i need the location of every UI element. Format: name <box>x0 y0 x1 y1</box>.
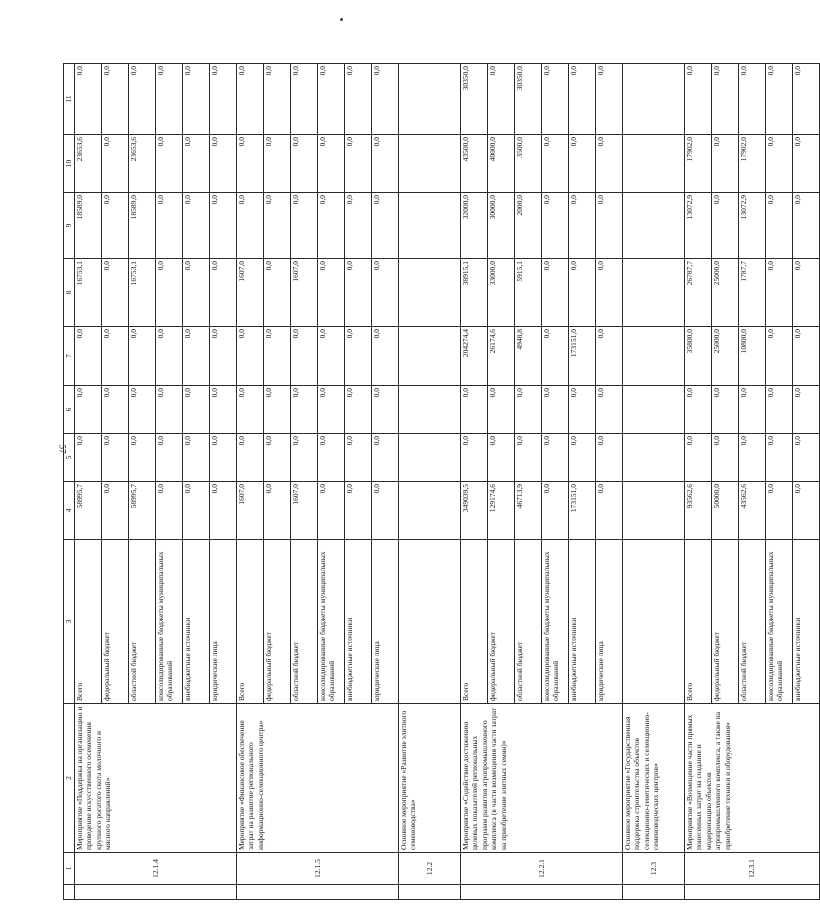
value-cell: 26174,6 <box>488 327 515 386</box>
value-cell: 0,0 <box>793 482 820 540</box>
value-cell: 0,0 <box>264 64 291 135</box>
value-cell: 0,0 <box>291 386 318 434</box>
blank-cell <box>399 885 461 900</box>
empty-cell <box>623 434 685 482</box>
value-cell: 0,0 <box>345 482 372 540</box>
header-cell: 8 <box>64 259 75 327</box>
value-cell: 0,0 <box>345 193 372 259</box>
value-cell: 0,0 <box>129 434 156 482</box>
funding-source: консолидированные бюджеты муниципальных образований <box>766 540 793 704</box>
value-cell: 5915,1 <box>515 259 542 327</box>
value-cell: 173151,0 <box>569 327 596 386</box>
value-cell: 0,0 <box>793 193 820 259</box>
empty-cell <box>623 482 685 540</box>
value-cell: 0,0 <box>685 64 712 135</box>
value-cell: 0,0 <box>237 135 264 193</box>
value-cell: 3500,0 <box>515 135 542 193</box>
value-cell: 0,0 <box>345 327 372 386</box>
value-cell: 0,0 <box>183 482 210 540</box>
value-cell: 0,0 <box>183 135 210 193</box>
page-number: 57 <box>57 444 68 454</box>
value-cell: 0,0 <box>766 135 793 193</box>
value-cell: 129174,6 <box>488 482 515 540</box>
section-code: 12.3 <box>623 853 685 885</box>
value-cell: 43562,6 <box>739 482 766 540</box>
value-cell: 204274,4 <box>461 327 488 386</box>
value-cell: 0,0 <box>372 193 399 259</box>
empty-cell <box>399 482 461 540</box>
empty-cell <box>399 259 461 327</box>
value-cell: 0,0 <box>372 64 399 135</box>
funding-source: консолидированные бюджеты муниципальных образований <box>156 540 183 704</box>
value-cell: 0,0 <box>739 434 766 482</box>
value-cell: 0,0 <box>712 193 739 259</box>
value-cell: 0,0 <box>264 434 291 482</box>
funding-source: консолидированные бюджеты муниципальных образований <box>542 540 569 704</box>
empty-cell <box>399 135 461 193</box>
value-cell: 2000,0 <box>515 193 542 259</box>
value-cell: 46713,9 <box>515 482 542 540</box>
funding-source: федеральный бюджет <box>102 540 129 704</box>
section-code: 12.2.1 <box>461 853 623 885</box>
value-cell: 40000,0 <box>488 135 515 193</box>
value-cell: 0,0 <box>210 193 237 259</box>
section-code: 12.2 <box>399 853 461 885</box>
value-cell: 0,0 <box>372 482 399 540</box>
funding-source: юридические лица <box>372 540 399 704</box>
funding-source: федеральный бюджет <box>712 540 739 704</box>
value-cell: 0,0 <box>793 327 820 386</box>
value-cell: 0,0 <box>237 386 264 434</box>
header-cell: 4 <box>64 482 75 540</box>
value-cell: 0,0 <box>793 259 820 327</box>
value-cell: 58995,7 <box>129 482 156 540</box>
table-row <box>461 64 488 900</box>
header-cell: 11 <box>64 64 75 135</box>
value-cell: 0,0 <box>542 259 569 327</box>
value-cell: 0,0 <box>542 482 569 540</box>
funding-source: Всего <box>685 540 712 704</box>
blank-cell <box>623 885 685 900</box>
value-cell: 0,0 <box>461 434 488 482</box>
value-cell: 0,0 <box>596 386 623 434</box>
header-cell: 10 <box>64 135 75 193</box>
header-cell-blank <box>64 885 75 900</box>
section-title: Основное мероприятие «Развитие элитного семеноводства» <box>399 704 461 853</box>
value-cell: 0,0 <box>156 135 183 193</box>
value-cell: 0,0 <box>183 434 210 482</box>
funding-source: Всего <box>75 540 102 704</box>
value-cell: 4948,8 <box>515 327 542 386</box>
empty-cell <box>623 327 685 386</box>
section-row <box>399 64 461 900</box>
funding-source: областной бюджет <box>515 540 542 704</box>
value-cell: 0,0 <box>345 434 372 482</box>
value-cell: 18589,0 <box>129 193 156 259</box>
value-cell: 0,0 <box>488 434 515 482</box>
value-cell: 0,0 <box>712 434 739 482</box>
value-cell: 0,0 <box>318 135 345 193</box>
value-cell: 0,0 <box>766 327 793 386</box>
value-cell: 1787,7 <box>739 259 766 327</box>
value-cell: 0,0 <box>569 386 596 434</box>
value-cell: 0,0 <box>156 386 183 434</box>
blank-cell <box>237 885 399 900</box>
value-cell: 0,0 <box>766 482 793 540</box>
empty-cell <box>623 386 685 434</box>
section-row <box>623 64 685 900</box>
value-cell: 0,0 <box>264 193 291 259</box>
value-cell: 0,0 <box>345 135 372 193</box>
value-cell: 0,0 <box>766 193 793 259</box>
value-cell: 0,0 <box>102 135 129 193</box>
header-cell: 2 <box>64 704 75 853</box>
value-cell: 0,0 <box>264 482 291 540</box>
header-cell: 5 <box>64 434 75 482</box>
value-cell: 0,0 <box>739 386 766 434</box>
value-cell: 16753,1 <box>129 259 156 327</box>
value-cell: 0,0 <box>372 327 399 386</box>
value-cell: 0,0 <box>318 434 345 482</box>
value-cell: 0,0 <box>569 193 596 259</box>
value-cell: 0,0 <box>569 434 596 482</box>
value-cell: 0,0 <box>345 64 372 135</box>
empty-cell <box>399 193 461 259</box>
header-cell: 7 <box>64 327 75 386</box>
value-cell: 0,0 <box>793 434 820 482</box>
value-cell: 0,0 <box>542 193 569 259</box>
value-cell: 0,0 <box>102 193 129 259</box>
value-cell: 0,0 <box>102 327 129 386</box>
value-cell: 0,0 <box>766 386 793 434</box>
value-cell: 0,0 <box>183 327 210 386</box>
funding-source: внебюджетные источники <box>569 540 596 704</box>
empty-cell <box>623 135 685 193</box>
funding-source: внебюджетные источники <box>793 540 820 704</box>
value-cell: 0,0 <box>210 259 237 327</box>
value-cell: 25000,0 <box>712 259 739 327</box>
value-cell: 1607,0 <box>237 259 264 327</box>
value-cell: 33000,0 <box>488 259 515 327</box>
value-cell: 0,0 <box>237 327 264 386</box>
funding-source: областной бюджет <box>129 540 156 704</box>
value-cell: 23653,6 <box>75 135 102 193</box>
empty-cell <box>399 327 461 386</box>
value-cell: 0,0 <box>156 259 183 327</box>
section-title: Мероприятие «Возмещение части прямых понесенных затрат на создание и модернизацию объектов агропромышленного комплекса, а также на приобретение техники и оборудования» <box>685 704 820 853</box>
value-cell: 0,0 <box>264 386 291 434</box>
value-cell: 0,0 <box>345 259 372 327</box>
value-cell: 0,0 <box>129 386 156 434</box>
rotated-page <box>63 64 802 900</box>
value-cell: 0,0 <box>75 64 102 135</box>
value-cell: 0,0 <box>372 259 399 327</box>
value-cell: 0,0 <box>569 64 596 135</box>
value-cell: 0,0 <box>515 386 542 434</box>
section-code: 12.3.1 <box>685 853 820 885</box>
value-cell: 0,0 <box>542 386 569 434</box>
value-cell: 0,0 <box>102 64 129 135</box>
value-cell: 0,0 <box>210 434 237 482</box>
value-cell: 0,0 <box>318 64 345 135</box>
value-cell: 17902,0 <box>739 135 766 193</box>
value-cell: 1607,0 <box>291 482 318 540</box>
value-cell: 10800,0 <box>739 327 766 386</box>
section-title: Мероприятие «Поддержка на организацию и проведение искусственного осеменения крупного рогатого скота молочного и мясного направлений» <box>75 704 237 853</box>
value-cell: 13072,9 <box>685 193 712 259</box>
section-title: Мероприятие «Содействие достижению целевых показателей региональных программ развития агропромышленного комплекса (в части возмещения части затрат на приобретение элитных семян)» <box>461 704 623 853</box>
value-cell: 0,0 <box>291 327 318 386</box>
header-cell: 6 <box>64 386 75 434</box>
value-cell: 0,0 <box>542 327 569 386</box>
value-cell: 0,0 <box>75 434 102 482</box>
value-cell: 0,0 <box>264 135 291 193</box>
value-cell: 0,0 <box>291 64 318 135</box>
value-cell: 0,0 <box>237 193 264 259</box>
value-cell: 0,0 <box>793 64 820 135</box>
value-cell: 0,0 <box>102 259 129 327</box>
section-code: 12.1.4 <box>75 853 237 885</box>
value-cell: 0,0 <box>129 327 156 386</box>
value-cell: 0,0 <box>318 482 345 540</box>
value-cell: 30350,0 <box>461 64 488 135</box>
value-cell: 0,0 <box>102 386 129 434</box>
value-cell: 0,0 <box>102 434 129 482</box>
value-cell: 0,0 <box>596 193 623 259</box>
value-cell: 0,0 <box>156 193 183 259</box>
value-cell: 0,0 <box>156 64 183 135</box>
value-cell: 173151,0 <box>569 482 596 540</box>
funding-source: внебюджетные источники <box>345 540 372 704</box>
value-cell: 0,0 <box>183 386 210 434</box>
value-cell: 0,0 <box>210 482 237 540</box>
value-cell: 50000,0 <box>712 482 739 540</box>
header-row <box>64 64 75 900</box>
budget-table <box>63 63 820 900</box>
value-cell: 0,0 <box>793 386 820 434</box>
empty-cell <box>623 64 685 135</box>
empty-cell <box>399 540 461 704</box>
value-cell: 0,0 <box>264 327 291 386</box>
funding-source: федеральный бюджет <box>264 540 291 704</box>
value-cell: 0,0 <box>596 135 623 193</box>
value-cell: 25000,0 <box>712 327 739 386</box>
value-cell: 0,0 <box>685 434 712 482</box>
value-cell: 0,0 <box>596 434 623 482</box>
scan-speck <box>340 18 343 21</box>
value-cell: 1607,0 <box>237 482 264 540</box>
value-cell: 0,0 <box>75 327 102 386</box>
value-cell: 0,0 <box>739 64 766 135</box>
value-cell: 0,0 <box>237 434 264 482</box>
value-cell: 0,0 <box>372 386 399 434</box>
value-cell: 0,0 <box>156 482 183 540</box>
value-cell: 0,0 <box>766 434 793 482</box>
value-cell: 0,0 <box>183 64 210 135</box>
value-cell: 0,0 <box>318 386 345 434</box>
value-cell: 0,0 <box>210 135 237 193</box>
blank-cell <box>461 885 623 900</box>
value-cell: 23653,6 <box>129 135 156 193</box>
empty-cell <box>399 64 461 135</box>
value-cell: 0,0 <box>210 64 237 135</box>
value-cell: 0,0 <box>372 135 399 193</box>
empty-cell <box>399 434 461 482</box>
funding-source: Всего <box>461 540 488 704</box>
header-cell: 1 <box>64 853 75 885</box>
value-cell: 349039,5 <box>461 482 488 540</box>
empty-cell <box>399 386 461 434</box>
value-cell: 0,0 <box>766 259 793 327</box>
value-cell: 38915,1 <box>461 259 488 327</box>
value-cell: 0,0 <box>102 482 129 540</box>
value-cell: 0,0 <box>318 193 345 259</box>
funding-source: консолидированные бюджеты муниципальных образований <box>318 540 345 704</box>
value-cell: 0,0 <box>712 135 739 193</box>
value-cell: 0,0 <box>318 327 345 386</box>
funding-source: Всего <box>237 540 264 704</box>
section-title: Основное мероприятие «Государственная поддержка строительства объектов селекционно-генетических и селекционно-семеноводческих центров» <box>623 704 685 853</box>
value-cell: 13072,9 <box>739 193 766 259</box>
value-cell: 0,0 <box>291 193 318 259</box>
value-cell: 0,0 <box>183 193 210 259</box>
value-cell: 0,0 <box>291 434 318 482</box>
value-cell: 0,0 <box>569 259 596 327</box>
value-cell: 0,0 <box>542 434 569 482</box>
value-cell: 0,0 <box>75 386 102 434</box>
funding-source: внебюджетные источники <box>183 540 210 704</box>
value-cell: 0,0 <box>461 386 488 434</box>
funding-source: областной бюджет <box>739 540 766 704</box>
value-cell: 0,0 <box>793 135 820 193</box>
funding-source: юридические лица <box>210 540 237 704</box>
value-cell: 0,0 <box>183 259 210 327</box>
funding-source: областной бюджет <box>291 540 318 704</box>
value-cell: 0,0 <box>156 327 183 386</box>
empty-cell <box>623 540 685 704</box>
value-cell: 18589,0 <box>75 193 102 259</box>
funding-source: федеральный бюджет <box>488 540 515 704</box>
value-cell: 0,0 <box>542 64 569 135</box>
value-cell: 26787,7 <box>685 259 712 327</box>
value-cell: 0,0 <box>345 386 372 434</box>
value-cell: 0,0 <box>596 259 623 327</box>
section-code: 12.1.5 <box>237 853 399 885</box>
value-cell: 0,0 <box>569 135 596 193</box>
value-cell: 0,0 <box>210 386 237 434</box>
value-cell: 32000,0 <box>461 193 488 259</box>
value-cell: 0,0 <box>129 64 156 135</box>
value-cell: 0,0 <box>488 386 515 434</box>
blank-cell <box>75 885 237 900</box>
value-cell: 16753,1 <box>75 259 102 327</box>
value-cell: 0,0 <box>291 135 318 193</box>
value-cell: 0,0 <box>318 259 345 327</box>
value-cell: 93562,6 <box>685 482 712 540</box>
funding-source: юридические лица <box>596 540 623 704</box>
value-cell: 43500,0 <box>461 135 488 193</box>
value-cell: 0,0 <box>766 64 793 135</box>
empty-cell <box>623 193 685 259</box>
value-cell: 0,0 <box>156 434 183 482</box>
value-cell: 0,0 <box>264 259 291 327</box>
value-cell: 17902,0 <box>685 135 712 193</box>
value-cell: 58995,7 <box>75 482 102 540</box>
value-cell: 0,0 <box>515 434 542 482</box>
value-cell: 0,0 <box>596 327 623 386</box>
empty-cell <box>623 259 685 327</box>
blank-cell <box>685 885 820 900</box>
value-cell: 0,0 <box>712 386 739 434</box>
value-cell: 0,0 <box>488 64 515 135</box>
table-row <box>237 64 264 900</box>
value-cell: 30000,0 <box>488 193 515 259</box>
header-cell: 9 <box>64 193 75 259</box>
value-cell: 0,0 <box>542 135 569 193</box>
value-cell: 1607,0 <box>291 259 318 327</box>
value-cell: 30350,0 <box>515 64 542 135</box>
value-cell: 0,0 <box>596 482 623 540</box>
table-row <box>685 64 712 900</box>
table-row <box>75 64 102 900</box>
header-cell: 3 <box>64 540 75 704</box>
value-cell: 35800,0 <box>685 327 712 386</box>
value-cell: 0,0 <box>685 386 712 434</box>
value-cell: 0,0 <box>372 434 399 482</box>
value-cell: 0,0 <box>210 327 237 386</box>
section-title: Мероприятие «Финансовое обеспечение затрат на развитие регионального информационно-селекционного центра» <box>237 704 399 853</box>
value-cell: 0,0 <box>596 64 623 135</box>
value-cell: 0,0 <box>237 64 264 135</box>
value-cell: 0,0 <box>712 64 739 135</box>
